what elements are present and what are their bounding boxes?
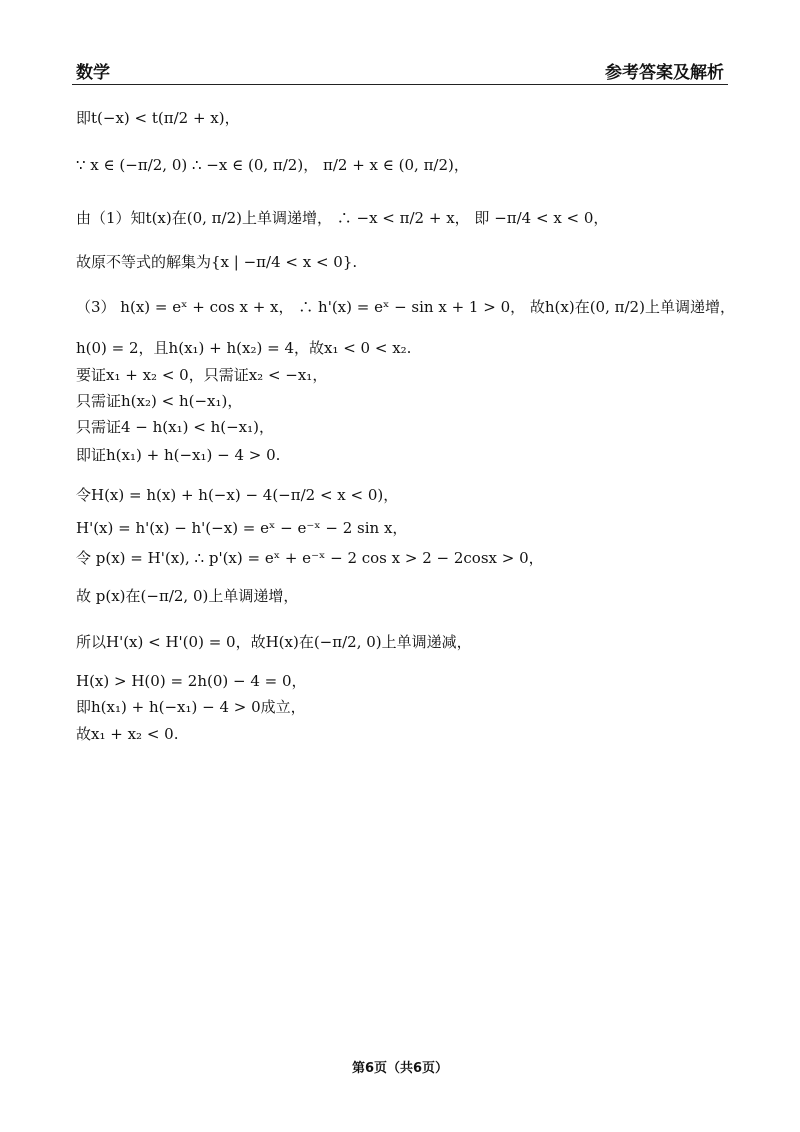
solution-line: 由（1）知t(x)在(0, π/2)上单调递增， ∴ −x < π/2 + x， 即 −π/4 < x < 0， — [76, 208, 609, 227]
solution-line: 令H(x) = h(x) + h(−x) − 4(−π/2 < x < 0)， — [76, 485, 399, 504]
page-number: 第6页（共6页） — [351, 1061, 449, 1076]
solution-line: 所以H'(x) < H'(0) = 0，故H(x)在(−π/2, 0)上单调递减， — [76, 632, 472, 651]
solution-line: 故x₁ + x₂ < 0. — [76, 724, 179, 743]
page-header — [72, 58, 728, 85]
solution-line: 故原不等式的解集为{x | −π/4 < x < 0}. — [76, 252, 358, 271]
solution-line: h(0) = 2，且h(x₁) + h(x₂) = 4，故x₁ < 0 < x₂. — [76, 338, 412, 357]
solution-line: 故 p(x)在(−π/2, 0)上单调递增， — [76, 586, 299, 605]
solution-line: 只需证4 − h(x₁) < h(−x₁)， — [76, 417, 274, 436]
solution-line: 即t(−x) < t(π/2 + x)， — [76, 108, 240, 127]
solution-line: 即证h(x₁) + h(−x₁) − 4 > 0. — [76, 445, 281, 464]
solution-line: ∵ x ∈ (−π/2, 0) ∴ −x ∈ (0, π/2)， π/2 + x ∈ (0, π/2)， — [76, 155, 469, 174]
solution-line: 令 p(x) = H'(x), ∴ p'(x) = eˣ + e⁻ˣ − 2 cos x > 2 − 2cosx > 0， — [76, 548, 544, 567]
section-label: 参考答案及解析 — [605, 63, 724, 83]
solution-line: 要证x₁ + x₂ < 0，只需证x₂ < −x₁， — [76, 365, 328, 384]
solution-line: （3） h(x) = eˣ + cos x + x， ∴ h'(x) = eˣ − sin x + 1 > 0， 故h(x)在(0, π/2)上单调递增， — [76, 297, 735, 316]
solution-line: 只需证h(x₂) < h(−x₁)， — [76, 391, 243, 410]
solution-line: 即h(x₁) + h(−x₁) − 4 > 0成立， — [76, 697, 306, 716]
solution-line: H'(x) = h'(x) − h'(−x) = eˣ − e⁻ˣ − 2 sin x， — [76, 518, 408, 537]
subject-label: 数学 — [76, 63, 110, 83]
solution-line: H(x) > H(0) = 2h(0) − 4 = 0， — [76, 671, 307, 690]
